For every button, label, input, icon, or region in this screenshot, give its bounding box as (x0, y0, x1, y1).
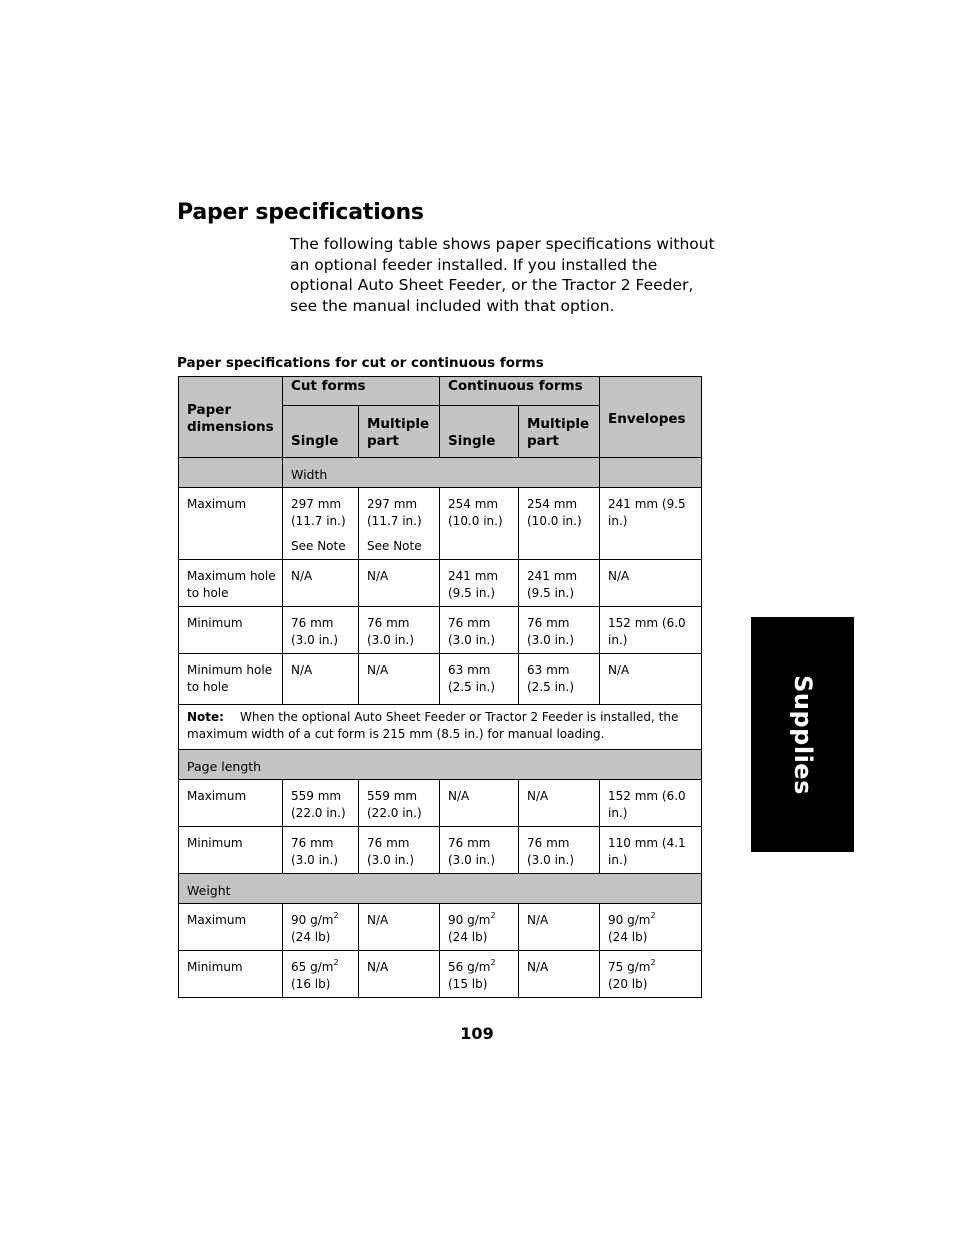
table-cell: N/A (519, 904, 600, 951)
header-cut-multiple: Multiple part (359, 406, 440, 458)
chapter-side-tab (751, 617, 854, 852)
table-row (179, 951, 702, 998)
table-cell: 90 $g/m^2$ (24 lb) (283, 904, 359, 951)
header-continuous-forms: Continuous forms (440, 377, 600, 406)
note-label: Note: (187, 710, 224, 724)
row-label: Maximum (179, 780, 283, 827)
table-row (179, 904, 702, 951)
table-cell: 56 $g/m^2$ (15 lb) (440, 951, 519, 998)
table-row (179, 607, 702, 654)
row-label: Maximum (179, 488, 283, 560)
header-cut-forms: Cut forms (283, 377, 440, 406)
table-row (179, 654, 702, 705)
table-cell: N/A (600, 560, 702, 607)
table-cell: 559 mm (22.0 in.) (283, 780, 359, 827)
table-cell: 76 mm (3.0 in.) (440, 827, 519, 874)
table-caption: Paper specifications for cut or continuous forms (177, 355, 544, 371)
section-page-length: Page length (179, 750, 702, 780)
table-cell: 254 mm (10.0 in.) (440, 488, 519, 560)
table-cell: 63 mm (2.5 in.) (440, 654, 519, 705)
intro-paragraph: The following table shows paper specifications without an optional feeder installed. If you installed the optional Auto Sheet Feeder, or the Tractor 2 Feeder, see the manual included with that option. (290, 235, 715, 315)
table-cell: 75 $g/m^2$ (20 lb) (600, 951, 702, 998)
table-cell: N/A (283, 560, 359, 607)
table-cell: 76 mm (3.0 in.) (283, 607, 359, 654)
table-cell: 76 mm (3.0 in.) (359, 827, 440, 874)
table-cell: 152 mm (6.0 in.) (600, 780, 702, 827)
header-cut-single: Single (283, 406, 359, 458)
page-number: 109 (460, 1024, 494, 1043)
table-cell: N/A (283, 654, 359, 705)
table-cell: 559 mm (22.0 in.) (359, 780, 440, 827)
table-row (179, 780, 702, 827)
row-label: Minimum (179, 607, 283, 654)
table-cell: 63 mm (2.5 in.) (519, 654, 600, 705)
table-cell: 241 mm (9.5 in.) (600, 488, 702, 560)
note-row (179, 705, 702, 750)
note-text: When the optional Auto Sheet Feeder or Tractor 2 Feeder is installed, the maximum width of a cut form is 215 mm (8.5 in.) for manual loading. (187, 710, 679, 741)
header-cont-single: Single (440, 406, 519, 458)
table-cell: 76 mm (3.0 in.) (519, 827, 600, 874)
table-cell: 76 mm (3.0 in.) (519, 607, 600, 654)
table-cell: N/A (359, 560, 440, 607)
table-cell: 241 mm (9.5 in.) (519, 560, 600, 607)
side-tab-label: Supplies (788, 674, 817, 795)
table-cell: 65 $g/m^2$ (16 lb) (283, 951, 359, 998)
table-cell: 110 mm (4.1 in.) (600, 827, 702, 874)
header-envelopes: Envelopes (600, 377, 702, 458)
table-row (179, 488, 702, 560)
table-cell: 76 mm (3.0 in.) (440, 607, 519, 654)
paper-spec-table (178, 376, 702, 998)
row-label: Minimum hole to hole (179, 654, 283, 705)
section-weight: Weight (179, 874, 702, 904)
table-cell: N/A (359, 951, 440, 998)
section-width: Width (283, 458, 600, 488)
section-blank (179, 458, 283, 488)
table-row (179, 827, 702, 874)
table-row (179, 560, 702, 607)
row-label: Maximum (179, 904, 283, 951)
row-label: Minimum (179, 951, 283, 998)
table-cell: 152 mm (6.0 in.) (600, 607, 702, 654)
table-cell: 297 mm (11.7 in.) See Note (359, 488, 440, 560)
header-paper-dimensions: Paper dimensions (179, 377, 283, 458)
table-cell: 76 mm (3.0 in.) (283, 827, 359, 874)
row-label: Maximum hole to hole (179, 560, 283, 607)
page-title: Paper specifications (177, 200, 424, 225)
table-cell: N/A (359, 654, 440, 705)
section-blank (600, 458, 702, 488)
table-cell: N/A (600, 654, 702, 705)
table-cell: N/A (519, 951, 600, 998)
table-note (179, 705, 702, 750)
table-cell: N/A (359, 904, 440, 951)
table-cell: 241 mm (9.5 in.) (440, 560, 519, 607)
table-cell: N/A (519, 780, 600, 827)
table-cell: 297 mm (11.7 in.) See Note (283, 488, 359, 560)
row-label: Minimum (179, 827, 283, 874)
table-cell: 90 $g/m^2$ (24 lb) (440, 904, 519, 951)
header-cont-multiple: Multiple part (519, 406, 600, 458)
table-cell: 90 $g/m^2$ (24 lb) (600, 904, 702, 951)
table-cell: N/A (440, 780, 519, 827)
table-cell: 76 mm (3.0 in.) (359, 607, 440, 654)
table-cell: 254 mm (10.0 in.) (519, 488, 600, 560)
